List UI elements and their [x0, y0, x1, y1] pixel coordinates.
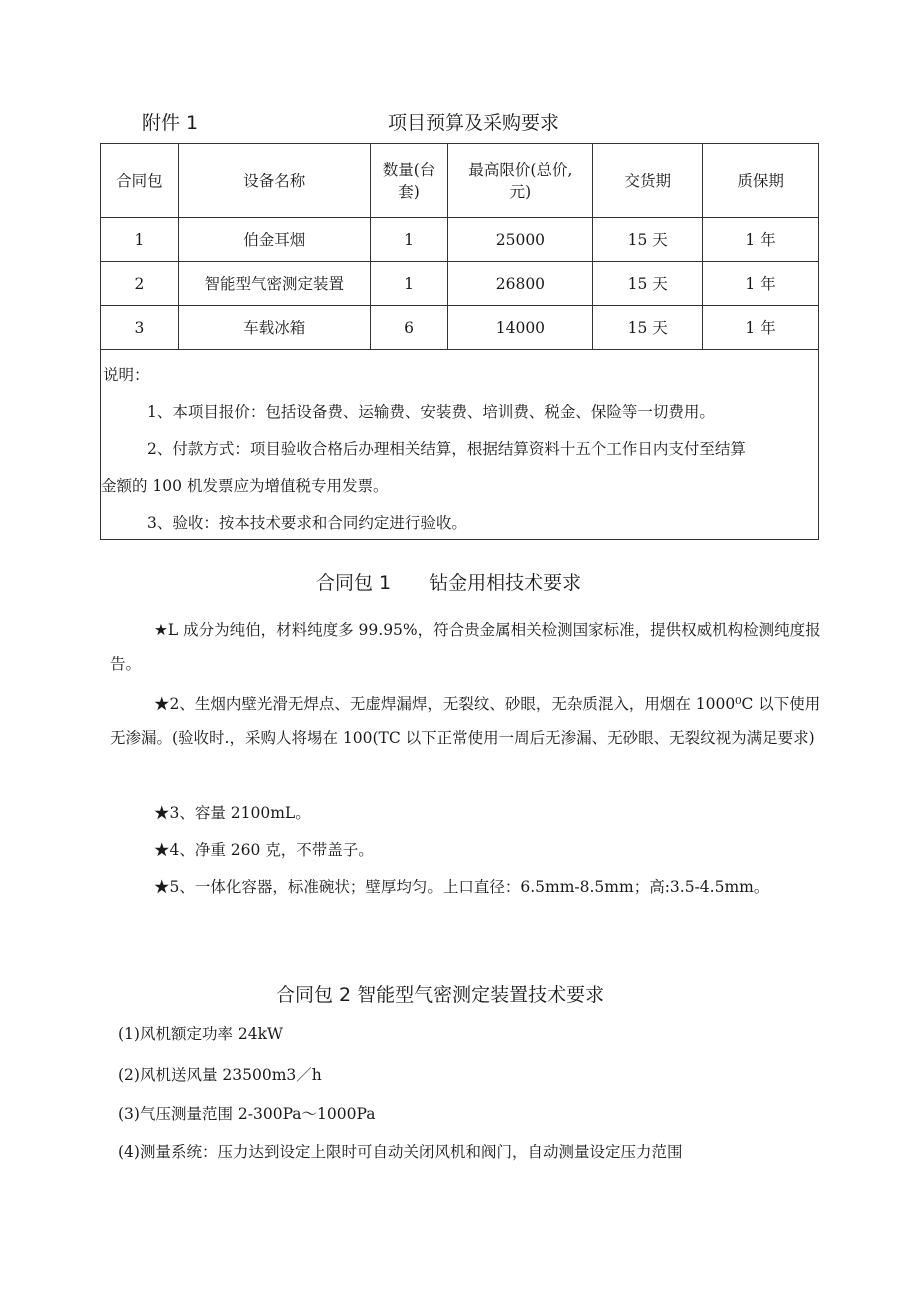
section2-item: (3)气压测量范围 2-300Pa～1000Pa	[118, 1105, 376, 1123]
table-row	[101, 218, 819, 262]
column-header-delivery: 交货期	[593, 144, 703, 218]
notes-label: 说明：	[103, 366, 150, 384]
cell-package: 1	[101, 218, 179, 262]
column-header-package: 合同包	[101, 144, 179, 218]
cell-package: 2	[101, 262, 179, 306]
section1-paragraph: ★L 成分为纯伯，材料纯度多 99.95%，符合贵金属相关检测国家标准，提供权威机构检测纯度报告。	[110, 621, 821, 673]
cell-name: 车载冰箱	[178, 306, 370, 350]
cell-price: 14000	[448, 306, 593, 350]
column-header-qty: 数量(台套)	[370, 144, 448, 218]
section1-paragraph: ★4、净重 260 克，不带盖子。	[154, 841, 374, 859]
section1-paragraph: ★3、容量 2100mL。	[154, 804, 311, 822]
cell-qty: 6	[370, 306, 448, 350]
section2-item: (4)测量系统：压力达到设定上限时可自动关闭风机和阀门，自动测量设定压力范围	[118, 1143, 683, 1161]
cell-delivery: 15 天	[593, 262, 703, 306]
document-title: 项目预算及采购要求	[388, 112, 560, 134]
note-item: 2、付款方式：项目验收合格后办理相关结算，根据结算资料十五个工作日内支付至结算	[147, 440, 746, 458]
column-header-name: 设备名称	[178, 144, 370, 218]
section1-paragraph: ★5、一体化容器，标准碗状；壁厚均匀。上口直径：6.5mm-8.5mm；高:3.5-4.5mm。	[154, 878, 770, 896]
cell-name: 智能型气密测定装置	[178, 262, 370, 306]
attachment-label: 附件 1	[142, 112, 199, 134]
notes-cell	[101, 350, 819, 540]
section2-item: (1)风机额定功率 24kW	[118, 1025, 283, 1043]
section2-item: (2)风机送风量 23500m3／h	[118, 1066, 322, 1084]
note-item: 1、本项目报价：包括设备费、运输费、安装费、培训费、税金、保险等一切费用。	[147, 403, 715, 421]
budget-table	[100, 143, 819, 540]
cell-price: 25000	[448, 218, 593, 262]
cell-delivery: 15 天	[593, 306, 703, 350]
section1-title: 合同包 1 钻金用相技术要求	[316, 572, 582, 594]
cell-name: 伯金耳烟	[178, 218, 370, 262]
cell-qty: 1	[370, 218, 448, 262]
cell-qty: 1	[370, 262, 448, 306]
table-row	[101, 262, 819, 306]
notes-row	[101, 350, 819, 540]
table-header-row	[101, 144, 819, 218]
table-row	[101, 306, 819, 350]
cell-delivery: 15 天	[593, 218, 703, 262]
cell-warranty: 1 年	[703, 218, 819, 262]
cell-warranty: 1 年	[703, 306, 819, 350]
note-item-continuation: 金额的 100 机发票应为增值税专用发票。	[101, 477, 389, 495]
cell-package: 3	[101, 306, 179, 350]
cell-price: 26800	[448, 262, 593, 306]
document-header	[142, 108, 702, 136]
section1-paragraph: ★2、生烟内壁光滑无焊点、无虚焊漏焊，无裂纹、砂眼，无杂质混入，用烟在 1000⁰C 以下使用无渗漏。(验收时.，采购人将埸在 100(TC 以下正常使用一周后无渗漏、无砂眼、无裂纹视为满足要求)	[110, 695, 821, 747]
section2-title: 合同包 2 智能型气密测定装置技术要求	[276, 984, 605, 1006]
cell-warranty: 1 年	[703, 262, 819, 306]
note-item: 3、验收：按本技术要求和合同约定进行验收。	[147, 514, 467, 532]
column-header-price: 最高限价(总价,元)	[448, 144, 593, 218]
column-header-warranty: 质保期	[703, 144, 819, 218]
